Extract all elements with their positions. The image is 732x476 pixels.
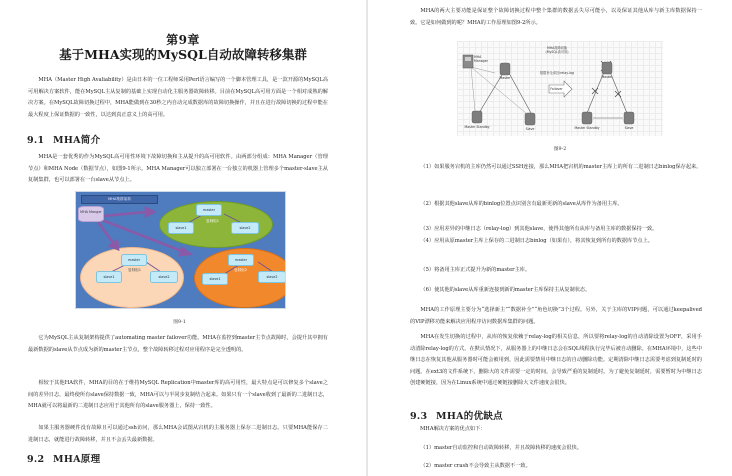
process-paragraph: MHA的工作原理主要分为“选择新主”“数据补全”“角色切换”3个过程。另外，关于主库的VIP问题，可以通过keepalived的VIP漂移功能来解决应用程序访问数据库集群的问题。 (410, 307, 702, 325)
failover-arrow-label: Failover (550, 87, 563, 91)
db-node-master: master (228, 254, 254, 266)
section-9-1-paragraph-4: 如果主服务器硬件没有故障且可以通过ssh访问，那么MHA会试图从宕机的主服务器上保存二进制日志。只要MHA能保存二进制日志，就能进行故障转移，并且不会丢失最新数据。 (28, 425, 328, 443)
db-node-slave1: slave1 (96, 271, 122, 283)
node-label-manager: MHA Manager (474, 55, 488, 63)
step-5: （5）将备用主库正式提升为新的master主库。 (420, 267, 531, 273)
db-node-slave1: slave1 (202, 273, 228, 285)
intro-paragraph: MHA（Master High Avaliability）是由日本的一位工程师采用Perl语言编写的一个脚本管理工具，是一款开源的MySQL高可用解决方案软件，能在MySQL主从复制的基础上实现自动化主服务器故障转移。目前在MySQL高可用方面是一个相对成熟的解决方案。在MySQL故障切换过程中，MHA能做到在30秒之内自动完成数据库的故障切换操作，并且在进行故障切换的过程中能在最大程度上保证数据的一致性，以达到真正意义上的高可用。 (28, 77, 328, 118)
figure-title: MHA集群架构 (81, 195, 158, 204)
section-number: 9.3 (410, 411, 428, 422)
figure-mha-working-principle (457, 41, 663, 136)
node-label-slave: Slave (525, 127, 535, 131)
chapter-number: 第9章 (166, 33, 200, 47)
figure-mha-cluster-architecture (75, 191, 286, 309)
section-title: MHA原理 (53, 454, 101, 465)
step-2: （2）根据其他slave从库的binlog位置点识别含有最新更新的slave从库作为备用主库。 (420, 201, 623, 207)
section-9-1-paragraph-1: MHA是一套优秀的作为MySQL高可用性环境下故障切换和主从提升的高可用软件。由两部分组成：MHA Manager（管理节点）和MHA Node（数据节点），如图9-1所示。MHA Manager可以独立部署在一台独立的机器上管理多个master-slave主从复制集群，也可以部署在一台slave从节点上。 (28, 154, 328, 184)
section-9-1-paragraph-3: 相较于其他HA软件，MHA的目的在于维持MySQL Replication中master库的高可用性，最大特点是可以修复多个slave之间的差异日志，最终使所有slave保持数据一致，MHA可以与半同步复制结合起来。如果只有一个slave收到了最新的二进制日志，MHA就可以将最新的二进制日志应用于其他所有的slave服务器上，保持一致性。 (28, 380, 328, 410)
node-label-master-standby: Master Standby (574, 126, 600, 130)
step-6: （6）使其他的slave从库重新连接到新的master主库保持主从复制状态。 (420, 287, 591, 293)
section-title: MHA的优缺点 (436, 411, 503, 422)
section-heading-9-3 (410, 408, 503, 422)
figure-caption: 图9-1 (173, 320, 186, 325)
node-label-master: Master (499, 76, 511, 80)
group-label: 复制组1 (206, 219, 220, 223)
step-3: （3）应用差异的中继日志（relay-log）到其他slave，使得其他所有从库与备用主库的数据保持一致。 (420, 226, 658, 232)
db-node-slave1: slave1 (168, 222, 194, 234)
group-label: 复制组2 (234, 268, 248, 272)
right-page (368, 0, 732, 476)
node-label-master: Master (601, 75, 613, 79)
db-node-master: master (121, 254, 147, 266)
advantage-1: （1）master自动监控和自动故障转移，并且故障转移的速度会很快。 (420, 445, 583, 451)
section-heading-9-1 (27, 132, 100, 146)
chapter-title: 基于MHA实现的MySQL自动故障转移集群 (59, 47, 307, 62)
db-node-slave2: slave2 (150, 271, 178, 283)
section-number: 9.2 (27, 454, 45, 465)
section-title: MHA简介 (53, 135, 101, 146)
advantage-2: （2）master crash不会导致主从数据不一致。 (420, 463, 531, 469)
advantages-lead: MHA解决方案的优点如下： (420, 426, 486, 432)
figure-title-line2: (MySQL高可用) (545, 50, 569, 54)
node-label-master-standby: Master Standby (464, 125, 490, 129)
step-1: （1）如果服务宕机的主库仍然可以通过SSH连接，那么MHA把宕机的master主库上的所有二进制日志binlog保存起来。 (420, 164, 702, 170)
db-node-master: master (196, 204, 222, 216)
relaylog-paragraph: MHA在发生切换的过程中，从库的恢复依赖于relay-log的相关信息，所以要将relay-log的自动清除设置为OFF，采用手动清除relay-log的方式。在默认情况下，从服务器上的中继日志会在SQL线程执行完毕后被自动删除。在MHA环境中，这些中继日志在恢复其他从服务器时可能会被用到，因此需要禁用中继日志的自动删除功能。定期清除中继日志需要考虑到复制延时的问题。在ext3的文件系统下，删除大的文件需要一定的时间，会导致严重的复制延时。为了避免复制延时，需要暂时为中继日志创建硬链接，因为在Linux系统中通过硬链接删除大文件速度会很快。 (410, 334, 702, 387)
mha-manager-node: MHA Manger (78, 206, 104, 222)
section-9-1-paragraph-2: 它为MySQL主从复制架构提供了automating master failover功能。MHA在监控到master主节点故障时，会提升其中拥有最新数据的slave从节点成为新的master主节点，整个故障转移过程对应用程序是完全透明的。 (28, 335, 328, 353)
figure-note: 数据补全/同步relay-log (539, 71, 575, 75)
group-label: 复制组1 (128, 268, 142, 272)
db-node-slave2: slave2 (231, 222, 259, 234)
section-number: 9.1 (27, 135, 45, 146)
step-4: （4）应用从原master主库上保存的二进制日志binlog（如果有），将其恢复到所有的数据库节点上。 (420, 238, 653, 244)
node-label-slave: Slave (624, 126, 634, 130)
right-intro-paragraph: MHA的两大主要功能是保证整个故障切换过程中整个集群的数据丢失尽可能小，以及保证其他从库与新主库数据保持一致。它是如何做到的呢？MHA的工作原理如图9-2所示。 (410, 8, 702, 26)
figure-caption: 图9-2 (553, 147, 567, 152)
connector-arrows (76, 192, 285, 308)
section-heading-9-2 (27, 451, 100, 465)
figure-title-line1: MHA故障切换 (546, 46, 568, 50)
db-node-slave2: slave2 (258, 271, 286, 283)
